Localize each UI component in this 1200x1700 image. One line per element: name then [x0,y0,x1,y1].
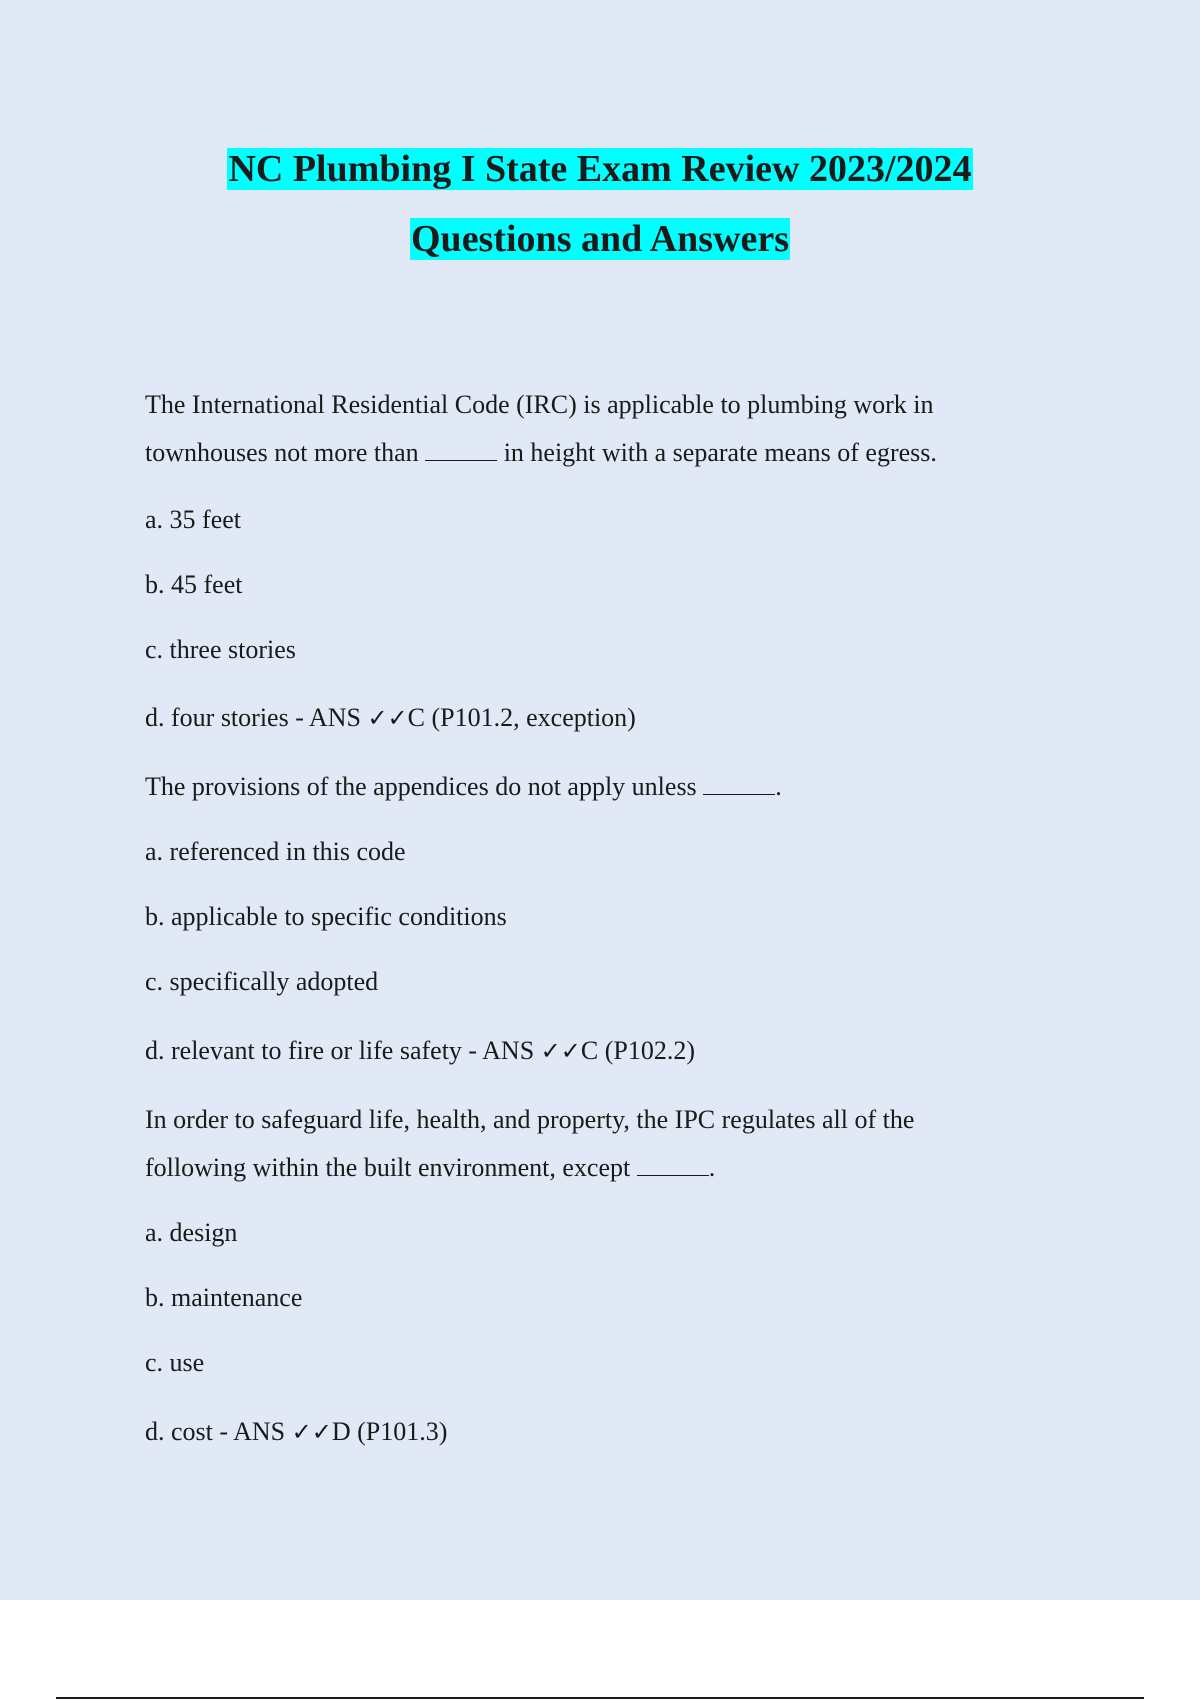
option-text: d. four stories - ANS [145,703,361,732]
stem-text: townhouses not more than [145,438,419,467]
question-3-option-b: b. maintenance [145,1283,303,1312]
question-2-stem [145,771,782,803]
question-1-stem-line-1: The International Residential Code (IRC) is applicable to plumbing work in [145,390,934,419]
stem-text: in height with a separate means of egress. [503,438,937,467]
question-3-stem-line-2 [145,1152,715,1184]
option-text: d. relevant to fire or life safety - ANS [145,1036,535,1065]
question-1-stem-line-2 [145,437,937,469]
question-3-stem-line-1: In order to safeguard life, health, and property, the IPC regulates all of the [145,1105,915,1134]
title-highlight: NC Plumbing I State Exam Review 2023/2024 [228,148,972,190]
question-3-option-d [145,1416,447,1448]
stem-text: . [708,1153,716,1182]
stem-text: following within the built environment, except [145,1153,631,1182]
question-3-option-a: a. design [145,1218,238,1247]
question-1-option-d [145,702,636,734]
double-check-icon: ✓✓ [291,1418,332,1446]
question-2-option-c: c. specifically adopted [145,967,379,996]
answer-blank [425,438,497,461]
question-2-option-a: a. referenced in this code [145,837,406,866]
question-2-option-d [145,1035,695,1067]
answer-text: C (P101.2, exception) [407,703,636,732]
question-1-option-b: b. 45 feet [145,570,243,599]
document-title-line-1 [0,146,1200,192]
answer-text: C (P102.2) [580,1036,695,1065]
double-check-icon: ✓✓ [367,704,408,732]
title-highlight: Questions and Answers [411,218,789,260]
footer-divider [56,1697,1144,1699]
double-check-icon: ✓✓ [540,1037,581,1065]
question-3-option-c: c. use [145,1348,205,1377]
question-2-option-b: b. applicable to specific conditions [145,902,507,931]
answer-text: D (P101.3) [331,1417,448,1446]
option-text: d. cost - ANS [145,1417,286,1446]
answer-blank [703,772,775,795]
stem-text: The provisions of the appendices do not apply unless [145,772,697,801]
document-title-line-2 [0,216,1200,262]
question-1-option-a: a. 35 feet [145,505,242,534]
question-1-option-c: c. three stories [145,635,296,664]
stem-text: . [775,772,782,801]
answer-blank [637,1153,709,1176]
